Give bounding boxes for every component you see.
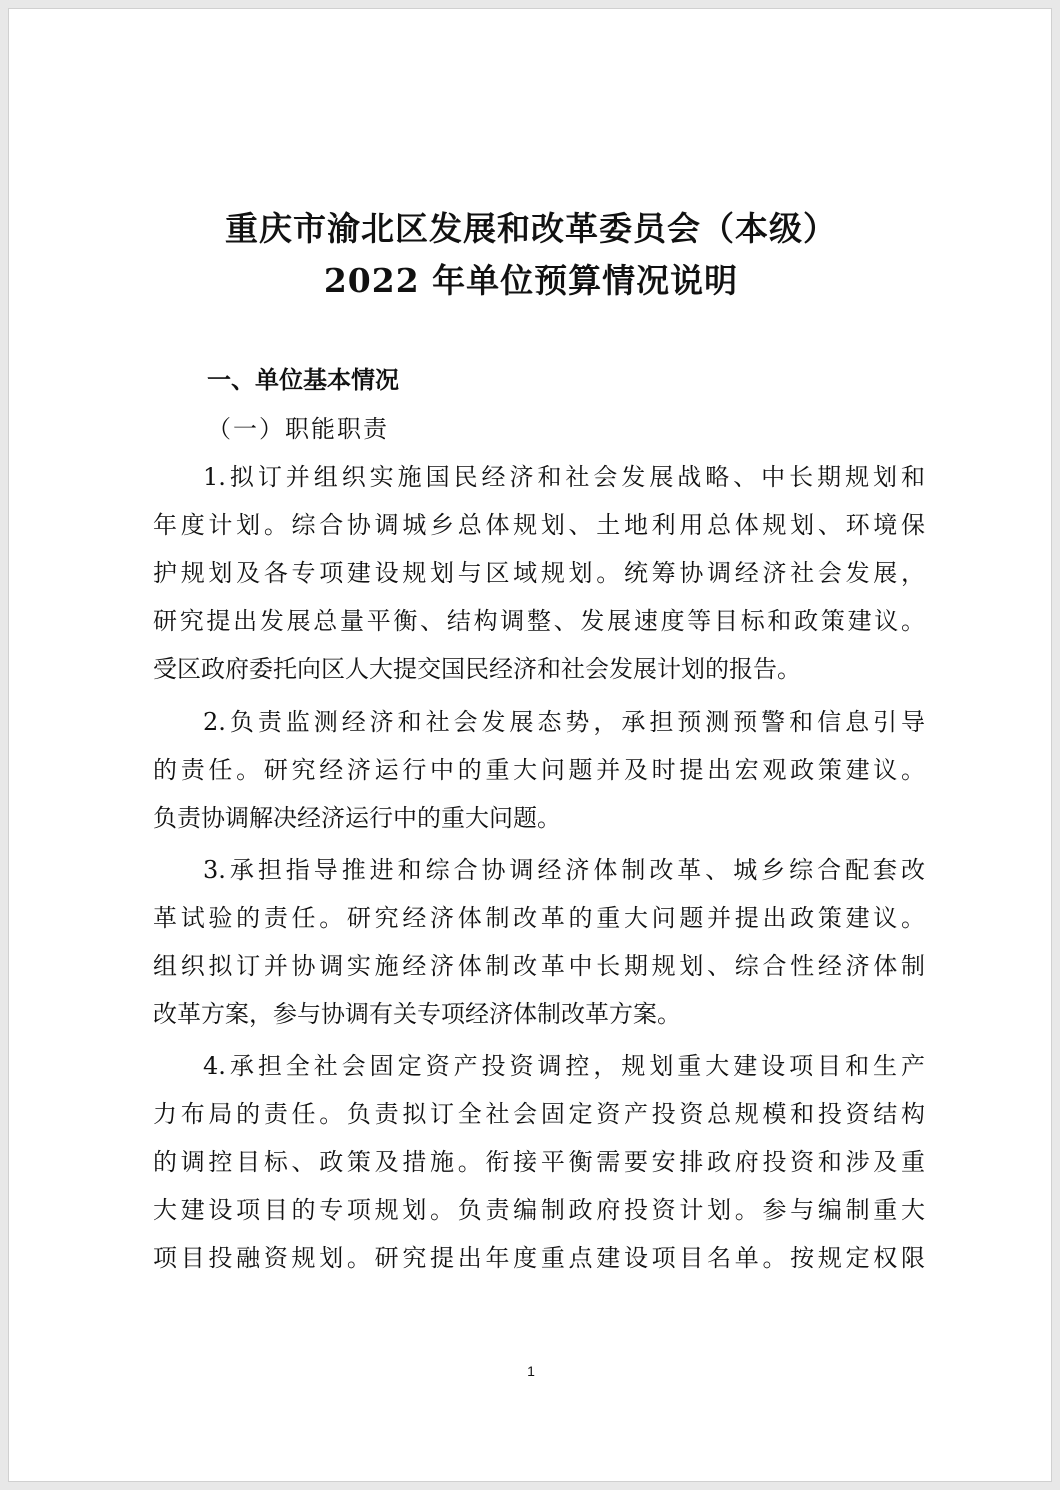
paragraph-4-line: 的调控目标、政策及措施。衔接平衡需要安排政府投资和涉及重: [153, 1148, 925, 1176]
paragraph-4-line: 4.承担全社会固定资产投资调控，规划重大建设项目和生产: [203, 1052, 925, 1080]
paragraph-2-line: 的责任。研究经济运行中的重大问题并及时提出宏观政策建议。: [153, 756, 925, 784]
paragraph-1-line: 护规划及各专项建设规划与区域规划。统筹协调经济社会发展，: [153, 559, 925, 587]
paragraph-1-line: 研究提出发展总量平衡、结构调整、发展速度等目标和政策建议。: [153, 607, 925, 635]
subsection-heading: （一）职能职责: [207, 415, 389, 443]
paragraph-3-line: 3.承担指导推进和综合协调经济体制改革、城乡综合配套改: [203, 856, 925, 884]
document-page: [8, 8, 1052, 1482]
paragraph-4-line: 力布局的责任。负责拟订全社会固定资产投资总规模和投资结构: [153, 1100, 925, 1128]
paragraph-3-line: 革试验的责任。研究经济体制改革的重大问题并提出政策建议。: [153, 904, 925, 932]
section-heading: 一、单位基本情况: [207, 366, 399, 394]
paragraph-2-line: 负责协调解决经济运行中的重大问题。: [153, 804, 561, 832]
paragraph-2-line: 2.负责监测经济和社会发展态势，承担预测预警和信息引导: [203, 708, 925, 736]
paragraph-4-line: 大建设项目的专项规划。负责编制政府投资计划。参与编制重大: [153, 1196, 925, 1224]
paragraph-1-line: 1.拟订并组织实施国民经济和社会发展战略、中长期规划和: [203, 463, 925, 491]
paragraph-1-line: 受区政府委托向区人大提交国民经济和社会发展计划的报告。: [153, 655, 801, 683]
paragraph-1-line: 年度计划。综合协调城乡总体规划、土地利用总体规划、环境保: [153, 511, 925, 539]
page-number: 1: [527, 1363, 535, 1379]
paragraph-3-line: 改革方案，参与协调有关专项经济体制改革方案。: [153, 1000, 681, 1028]
paragraph-4-line: 项目投融资规划。研究提出年度重点建设项目名单。按规定权限: [153, 1244, 925, 1272]
document-title-line2: 2022 年单位预算情况说明: [323, 261, 739, 300]
paragraph-3-line: 组织拟订并协调实施经济体制改革中长期规划、综合性经济体制: [153, 952, 925, 980]
document-title-line1: 重庆市渝北区发展和改革委员会（本级）: [225, 209, 837, 248]
